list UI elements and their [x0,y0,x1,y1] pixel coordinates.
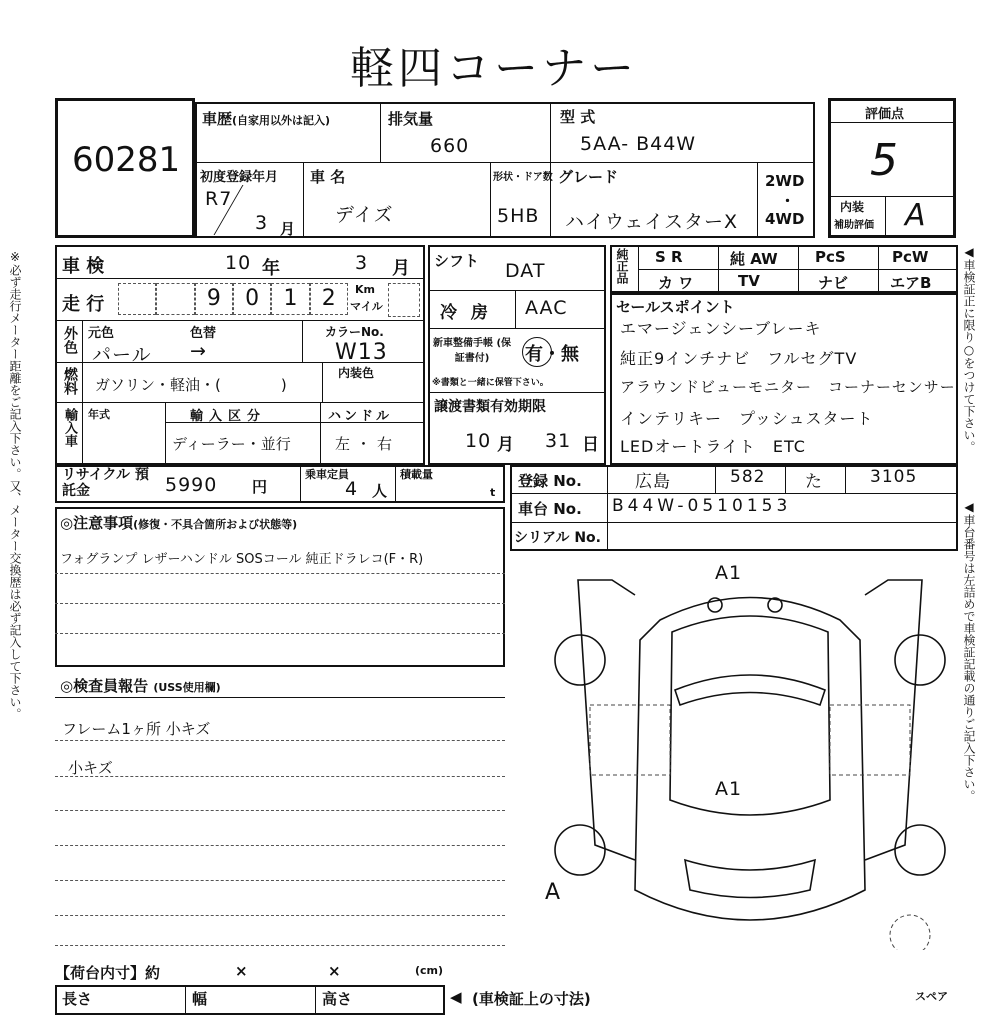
ac-label: 冷 房 [440,303,492,323]
outer-color-label: 外色 [62,326,78,354]
transfer-month: 10 [465,430,492,452]
bed-unit: (cm) [415,964,444,977]
recycle-unit: 円 [252,478,268,496]
diagram-mark-center: A1 [715,778,743,800]
manual-circle [522,337,552,367]
diagram-mark-top: A1 [715,562,743,584]
length-label: 長さ [62,990,93,1008]
color-arrow: → [190,340,207,362]
color-code-value: W13 [335,340,388,365]
diagram-mark-left: A [545,880,562,905]
orig-color-label: 元色 [88,326,115,341]
chassis-value: B44W-0510153 [612,496,792,516]
handle-value: 左・右 [335,435,399,453]
grade-value: ハイウェイスターX [565,211,739,233]
mileage-digit [118,283,156,315]
right-side-note-top: ◀車検証正に限り○をつけて下さい。 [962,245,976,453]
score-value: 5 [870,135,898,186]
lot-number: 60281 [72,140,181,180]
first-reg-label: 初度登録年月 [200,170,279,185]
mileage-digit: 1 [271,283,309,315]
interior-sub: 補助評価 [834,220,874,231]
capacity-unit: 人 [372,482,388,500]
page-title: 軽四コーナー [350,43,638,94]
sales-point-line: インテリキー プッシュスタート [620,409,874,428]
shift-label: シフト [434,252,480,270]
recycle-label: リサイクル 預託金 [62,467,149,499]
color-code-label: カラーNo. [325,325,384,339]
oem-item: エアB [890,274,932,292]
inspection-month-unit: 月 [392,258,410,279]
mileage-unit-mile: マイル [350,300,383,313]
registration-class: 582 [730,467,766,487]
bottom-row [55,985,445,1015]
capacity-value: 4 [345,478,359,500]
inspection-month: 3 [355,252,369,274]
displacement-label: 排気量 [388,110,434,128]
oem-item: S R [655,248,683,266]
registration-label: 登録 No. [518,472,582,490]
manual-label: 新車整備手帳 (保証書付) [432,338,512,364]
capacity-label: 乗車定員 [305,468,349,481]
oem-item: PcW [892,248,929,266]
displacement-value: 660 [430,135,470,157]
manual-options: 有・無 [525,344,579,365]
drive-2wd: 2WD [765,172,805,190]
inspector-line: 小キズ [68,759,113,777]
bed-x: × [235,962,248,980]
first-reg-year: R7 [205,188,233,210]
model-type-label: 型 式 [560,108,596,126]
registration-area: 広島 [635,472,671,492]
mileage-digit: 2 [310,283,348,315]
manual-note: ※書類と一緒に保管下さい。 [432,378,549,388]
handle-label: ハンドル [328,409,393,424]
inspection-year-unit: 年 [262,258,280,279]
body-value: 5HB [497,205,540,227]
width-label: 幅 [192,990,208,1008]
history-label: 車歴(自家用以外は記入) [202,110,331,128]
transfer-day-unit: 日 [582,435,599,455]
caution-label: ◎注意事項(修復・不具合箇所および状態等) [60,514,298,532]
color-change-label: 色替 [190,326,217,341]
oem-item: 純 AW [730,250,778,268]
caution-line: フォグランプ レザーハンドル SOSコール 純正ドラレコ(F・R) [60,552,424,567]
bed-x: × [328,962,341,980]
interior-label: 内装 [840,200,865,214]
mileage-digit: 9 [195,283,233,315]
bottom-note: (車検証上の寸法) [472,990,591,1008]
grade-label: グレード [558,168,619,186]
bed-label: 【荷台内寸】約 [55,964,161,982]
first-reg-month-unit: 月 [280,220,296,238]
sales-point-line: エマージェンシーブレーキ [620,319,822,338]
shift-value: DAT [505,260,546,282]
spare-label: スペア [915,990,948,1003]
fuel-label: 燃料 [62,367,78,395]
oem-item: TV [738,272,760,290]
orig-color-value: パール [92,344,152,366]
mileage-digit: 0 [233,283,271,315]
load-unit: t [490,486,496,499]
mileage-label: 走 行 [62,294,105,315]
car-name-value: デイズ [335,204,394,226]
transfer-label: 譲渡書類有効期限 [434,399,546,415]
height-label: 高さ [322,990,353,1008]
serial-label: シリアル No. [514,530,601,546]
body-label: 形状・ドア数 [493,172,553,183]
import-year-label: 年式 [88,408,110,421]
first-reg-month: 3 [255,212,269,234]
inspection-label: 車 検 [62,256,105,277]
chassis-label: 車台 No. [518,500,582,518]
import-label: 輸入車 [62,408,77,447]
car-damage-diagram [540,560,960,950]
interior-value: A [905,198,926,233]
recycle-value: 5990 [165,474,218,496]
oem-item: カ ワ [658,274,694,292]
right-side-note-bottom: ◀車台番号は左詰めで車検証記載の通りご記入下さい。 [962,500,976,802]
registration-number: 3105 [870,467,918,487]
import-class-value: ディーラー・並行 [172,435,291,453]
score-label: 評価点 [865,107,905,122]
model-type-value: 5AA- B44W [580,133,697,155]
sales-point-line: 純正9インチナビ フルセグTV [620,349,858,368]
transfer-day: 31 [545,430,572,452]
drive-dot: ・ [780,192,796,210]
oem-label: 純正品 [615,248,629,284]
ac-value: AAC [525,297,568,319]
sales-point-line: LEDオートライト ETC [620,437,806,456]
inspector-label: ◎検査員報告 (USS使用欄) [60,677,221,695]
fuel-value: ガソリン・軽油・( ) [95,376,287,394]
inspection-year: 10 [225,252,252,274]
load-label: 積載量 [400,468,433,481]
oem-item: PcS [815,248,846,266]
interior-color-label: 内装色 [338,366,375,380]
mileage-digits [118,283,348,315]
bottom-arrow: ◀ [450,988,462,1006]
inspector-line: フレーム1ヶ所 小キズ [62,720,211,738]
drive-4wd: 4WD [765,210,805,228]
car-name-label: 車 名 [310,168,346,186]
left-side-note: ※必ず走行メーター距離をご記入下さい。又、メーター交換歴は必ず記入して下さい。 [8,250,22,720]
sales-points-label: セールスポイント [616,298,735,316]
mileage-unit-km: Km [355,283,375,296]
import-class-label: 輸入区分 [190,409,267,424]
sales-point-line: アラウンドビューモニター コーナーセンサー [620,378,956,396]
oem-item: ナビ [818,274,849,292]
registration-kana: た [805,472,823,492]
mileage-digit [156,283,194,315]
transfer-month-unit: 月 [497,435,514,455]
